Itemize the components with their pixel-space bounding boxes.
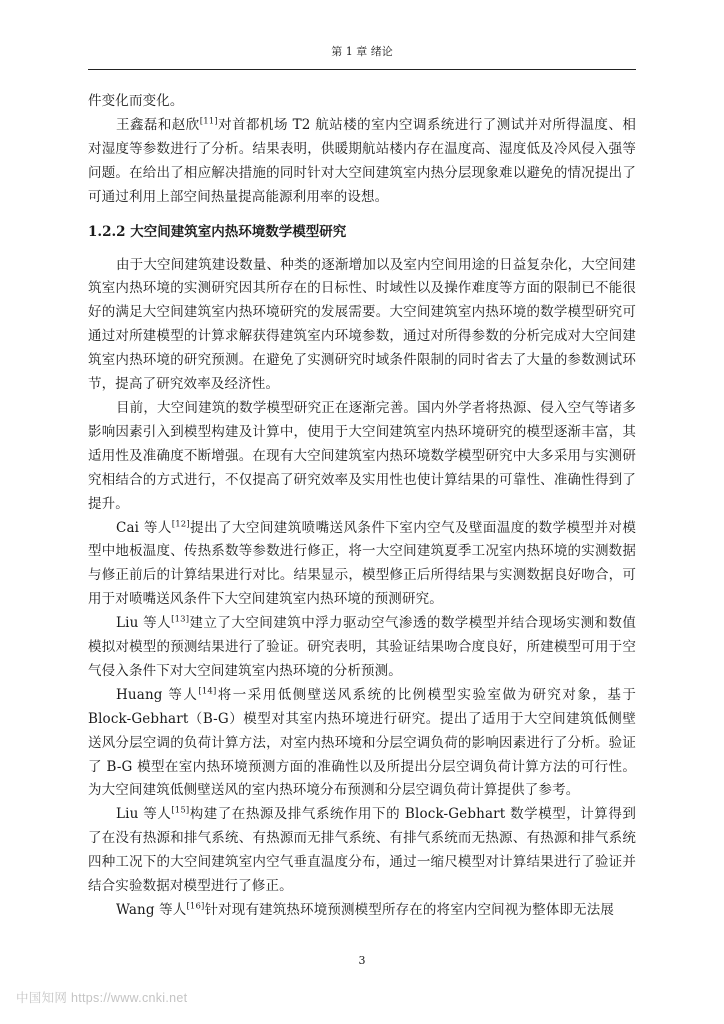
citation-ref: [15] — [171, 805, 190, 816]
paragraph-current: 目前，大空间建筑的数学模型研究正在逐渐完善。国内外学者将热源、侵入空气等诸多影响因素引入到模型构建及计算中，使用于大空间建筑室内热环境研究的模型逐渐丰富，其适用性及准确度不断增强。在现有大空间建筑室内热环境数学模型研究中大多采用与实测研究相结合的方式进行，不仅提高了研究效率及实用性也使计算结果的可靠性、准确性得到了提升。 — [88, 399, 636, 512]
paragraph-rest: 针对现有建筑热环境预测模型所存在的将室内空间视为整体即无法展 — [204, 902, 614, 918]
paragraph-wang-16 — [88, 899, 636, 923]
citation-ref: [14] — [198, 686, 217, 697]
citation-ref: [16] — [186, 901, 205, 912]
page-number: 3 — [358, 954, 366, 967]
header-rule — [88, 69, 636, 70]
paragraph-lead: Liu 等人 — [116, 615, 172, 632]
paragraph-lead: Wang 等人 — [116, 902, 187, 918]
paragraph-rest: 建立了大空间建筑中浮力驱动空气渗透的数学模型并结合现场实测和数值模拟对模型的预测结果进行了验证。研究表明，其验证结果吻合度良好，所建模型可用于空气侵入条件下对大空间建筑室内热环境的分析预测。 — [88, 615, 636, 679]
paragraph-rest: 对首都机场 T2 航站楼的室内空调系统进行了测试并对所得温度、相对湿度等参数进行了分析。结果表明，供暖期航站楼内存在温度高、湿度低及冷风侵入强等问题。在给出了相应解决措施的同时针对大空间建筑室内热分层现象难以避免的情况提出了可通过利用上部空间热量提高能源利用率的设想。 — [88, 116, 636, 205]
paragraph-liu-15 — [88, 803, 636, 899]
paragraph-lead: Liu 等人 — [116, 806, 172, 823]
cnki-watermark: 中国知网 https://www.cnki.net — [16, 991, 188, 1005]
paragraph-intro: 由于大空间建筑建设数量、种类的逐渐增加以及室内空间用途的日益复杂化，大空间建筑室内热环境的实测研究因其所存在的日标性、时域性以及操作难度等方面的限制已不能很好的满足大空间建筑室内热环境研究的发展需要。大空间建筑室内热环境的数学模型研究可通过对所建模型的计算求解获得建筑室内环境参数，通过对所得参数的分析完成对大空间建筑室内热环境的研究预测。在避免了实测研究时域条件限制的同时省去了大量的参数测试环节，提高了研究效率及经济性。 — [88, 256, 636, 393]
paragraph-continuation: 件变化而变化。 — [88, 93, 184, 109]
paragraph-cai — [88, 517, 636, 613]
paragraph-liu-13 — [88, 612, 636, 684]
paragraph-wang-zhao — [88, 114, 636, 210]
citation-ref: [11] — [199, 116, 218, 127]
paragraph-lead: 王鑫磊和赵欣 — [116, 116, 200, 133]
citation-ref: [13] — [171, 614, 190, 625]
section-heading: 1.2.2 大空间建筑室内热环境数学模型研究 — [88, 223, 347, 240]
paragraph-rest: 构建了在热源及排气系统作用下的 Block-Gebhart 数学模型，计算得到了在没有热源和排气系统、有热源而无排气系统、有排气系统而无热源、有热源和排气系统四种工况下的大空间建筑室内空气垂直温度分布，通过一缩尺模型对计算结果进行了验证并结合实验数据对模型进行了修正。 — [88, 806, 636, 895]
paragraph-rest: 提出了大空间建筑喷嘴送风条件下室内空气及壁面温度的数学模型并对模型中地板温度、传热系数等参数进行修正，将一大空间建筑夏季工况室内热环境的实测数据与修正前后的计算结果进行对比。结果显示，模型修正后所得结果与实测数据良好吻合，可用于对喷嘴送风条件下大空间建筑室内热环境的预测研究。 — [88, 519, 636, 608]
paragraph-lead: Huang 等人 — [116, 686, 199, 703]
paragraph-lead: Cai 等人 — [116, 519, 172, 536]
page-body — [88, 90, 636, 923]
citation-ref: [12] — [171, 519, 190, 529]
paragraph-huang — [88, 684, 636, 804]
running-header: 第 1 章 绪论 — [331, 45, 393, 58]
paragraph-rest: 将一采用低侧壁送风系统的比例模型实验室做为研究对象，基于 Block-Gebhart（B-G）模型对其室内热环境进行研究。提出了适用于大空间建筑低侧壁送风分层空调的负荷计算方法，对室内热环境和分层空调负荷的影响因素进行了分析。验证了 B-G 模型在室内热环境预测方面的准确性以及所提出分层空调负荷计算方法的可行性。为大空间建筑低侧壁送风的室内热环境分布预测和分层空调负荷计算提供了参考。 — [88, 686, 637, 799]
